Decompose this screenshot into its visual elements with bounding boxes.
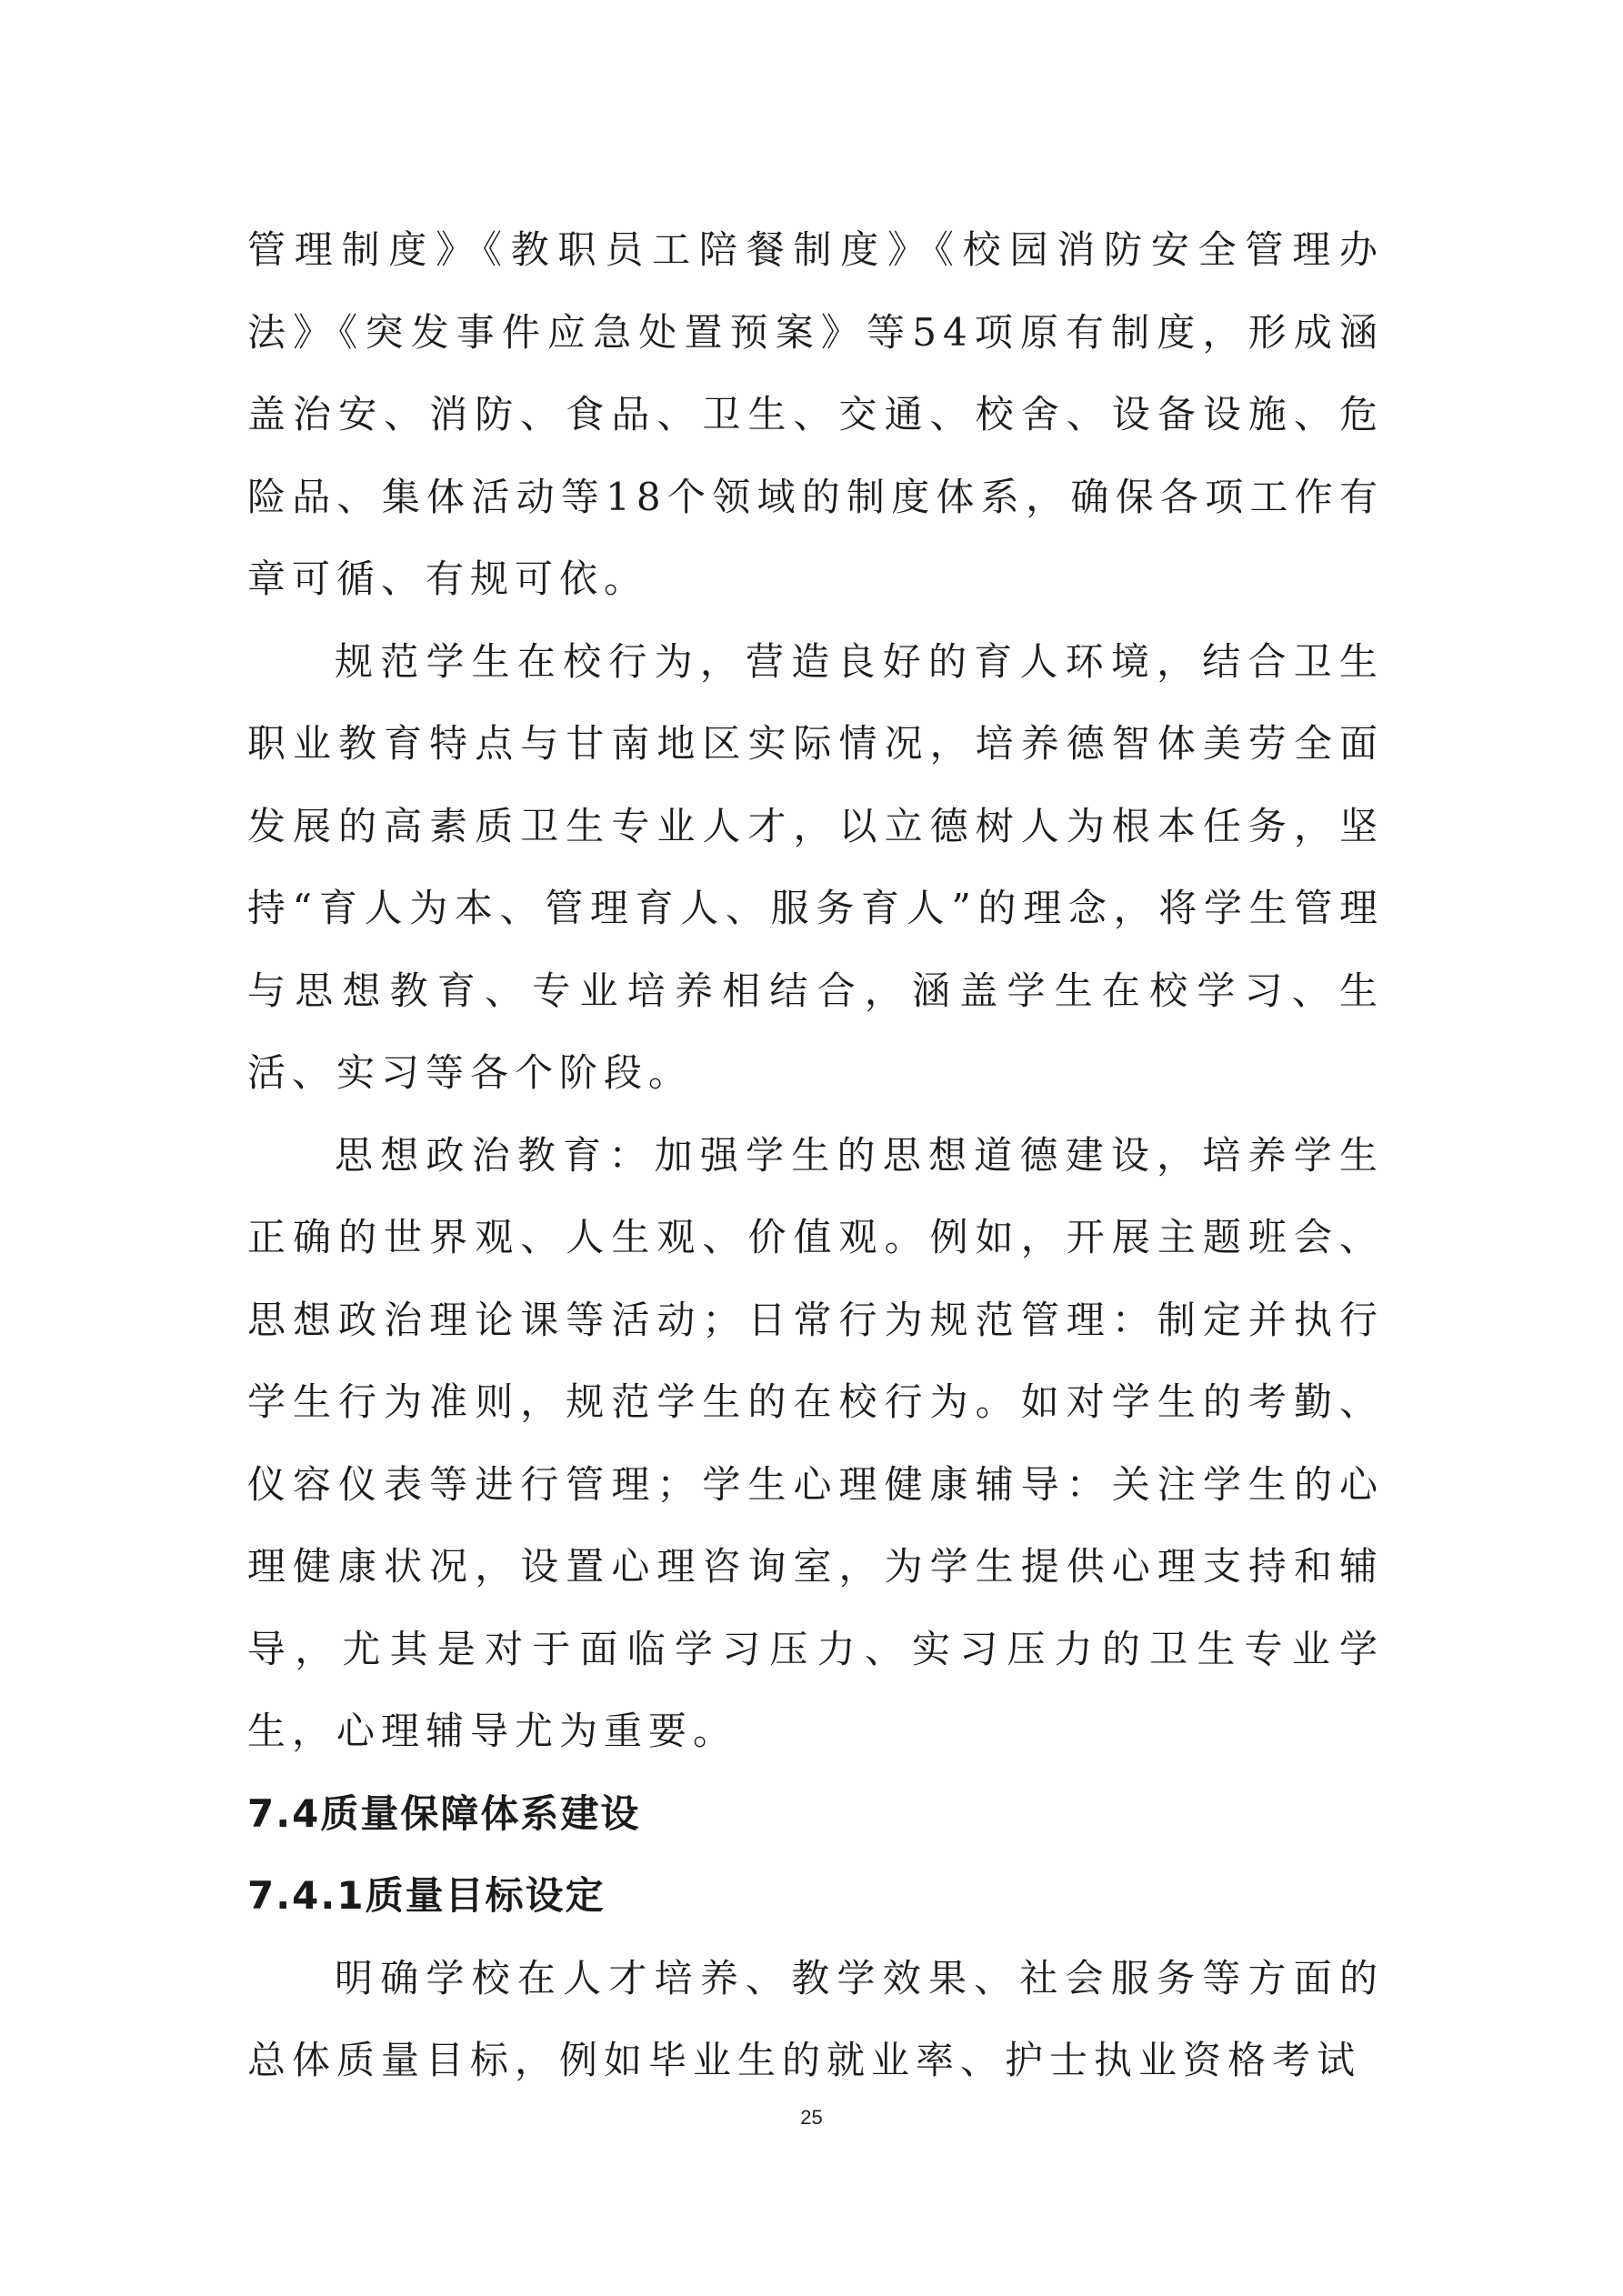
subsection-heading-7-4-1: 7.4.1质量目标设定: [247, 1873, 606, 1918]
page-content: [247, 209, 1384, 2102]
section-heading-7-4: 7.4质量保障体系建设: [247, 1790, 641, 1836]
body-paragraph-4: 明确学校在人才培养、教学效果、社会服务等方面的总体质量目标，例如毕业生的就业率、护士执业资格考试: [247, 1955, 1384, 2082]
body-paragraph-2: 规范学生在校行为，营造良好的育人环境，结合卫生职业教育特点与甘南地区实际情况，培养德智体美劳全面发展的高素质卫生专业人才，以立德树人为根本任务，坚持“育人为本、管理育人、服务育人”的理念，将学生管理与思想教育、专业培养相结合，涵盖学生在校学习、生活、实习等各个阶段。: [247, 638, 1384, 1095]
body-paragraph-1: 管理制度》《教职员工陪餐制度》《校园消防安全管理办法》《突发事件应急处置预案》等54项原有制度，形成涵盖治安、消防、食品、卫生、交通、校舍、设备设施、危险品、集体活动等18个领域的制度体系，确保各项工作有章可循、有规可依。: [247, 227, 1384, 601]
body-paragraph-3: 思想政治教育：加强学生的思想道德建设，培养学生正确的世界观、人生观、价值观。例如，开展主题班会、思想政治理论课等活动；日常行为规范管理：制定并执行学生行为准则，规范学生的在校行为。如对学生的考勤、仪容仪表等进行管理；学生心理健康辅导：关注学生的心理健康状况，设置心理咨询室，为学生提供心理支持和辅导，尤其是对于面临学习压力、实习压力的卫生专业学生，心理辅导尤为重要。: [247, 1132, 1384, 1753]
page-number: 25: [800, 2106, 823, 2129]
